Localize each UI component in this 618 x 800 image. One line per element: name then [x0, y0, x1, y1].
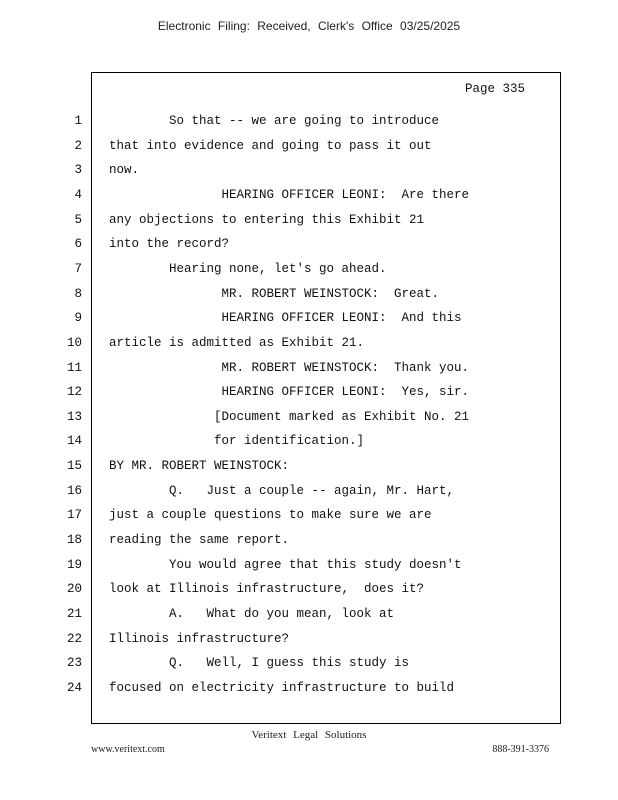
line-number: 2 [74, 139, 82, 153]
transcript-line: now. [109, 163, 140, 177]
transcript-line: into the record? [109, 237, 230, 251]
footer-company: Veritext Legal Solutions [251, 729, 367, 741]
filing-stamp: Electronic Filing: Received, Clerk's Office 03/25/2025 [157, 19, 461, 33]
transcript-line: You would agree that this study doesn't [109, 558, 462, 572]
line-number: 23 [66, 656, 82, 670]
transcript-line: MR. ROBERT WEINSTOCK: Thank you. [109, 361, 470, 375]
line-number: 17 [66, 508, 82, 522]
transcript-line: MR. ROBERT WEINSTOCK: Great. [109, 287, 440, 301]
line-number: 14 [66, 434, 82, 448]
line-number: 4 [74, 188, 82, 202]
line-number: 24 [66, 681, 82, 695]
transcript-line: any objections to entering this Exhibit 21 [109, 213, 425, 227]
line-number: 19 [66, 558, 82, 572]
line-number: 12 [66, 385, 82, 399]
transcript-line: Illinois infrastructure? [109, 632, 290, 646]
line-number: 8 [74, 287, 82, 301]
line-number: 15 [66, 459, 82, 473]
line-number: 11 [66, 361, 82, 375]
transcript-line: for identification.] [109, 434, 365, 448]
line-number: 9 [74, 311, 82, 325]
line-number: 20 [66, 582, 82, 596]
transcript-line: article is admitted as Exhibit 21. [109, 336, 365, 350]
line-number: 16 [66, 484, 82, 498]
line-number: 6 [74, 237, 82, 251]
transcript-line: A. What do you mean, look at [109, 607, 395, 621]
transcript-line: So that -- we are going to introduce [109, 114, 440, 128]
line-number: 10 [66, 336, 82, 350]
page-number: Page 335 [465, 82, 526, 96]
footer-website: www.veritext.com [91, 744, 165, 755]
transcript-line: [Document marked as Exhibit No. 21 [109, 410, 470, 424]
line-number: 7 [74, 262, 82, 276]
line-number: 1 [74, 114, 82, 128]
transcript-line: BY MR. ROBERT WEINSTOCK: [109, 459, 290, 473]
transcript-line: reading the same report. [109, 533, 290, 547]
transcript-line: HEARING OFFICER LEONI: And this [109, 311, 462, 325]
transcript-line: that into evidence and going to pass it out [109, 139, 432, 153]
transcript-line: just a couple questions to make sure we are [109, 508, 432, 522]
line-number: 13 [66, 410, 82, 424]
transcript-line: Hearing none, let's go ahead. [109, 262, 387, 276]
transcript-line: focused on electricity infrastructure to build [109, 681, 455, 695]
transcript-line: Q. Just a couple -- again, Mr. Hart, [109, 484, 455, 498]
footer-phone: 888-391-3376 [492, 744, 549, 755]
line-number: 22 [66, 632, 82, 646]
transcript-line: HEARING OFFICER LEONI: Are there [109, 188, 470, 202]
line-number: 3 [74, 163, 82, 177]
transcript-line: HEARING OFFICER LEONI: Yes, sir. [109, 385, 470, 399]
transcript-line: look at Illinois infrastructure, does it? [109, 582, 425, 596]
line-number: 18 [66, 533, 82, 547]
line-number: 21 [66, 607, 82, 621]
line-number: 5 [74, 213, 82, 227]
transcript-line: Q. Well, I guess this study is [109, 656, 410, 670]
